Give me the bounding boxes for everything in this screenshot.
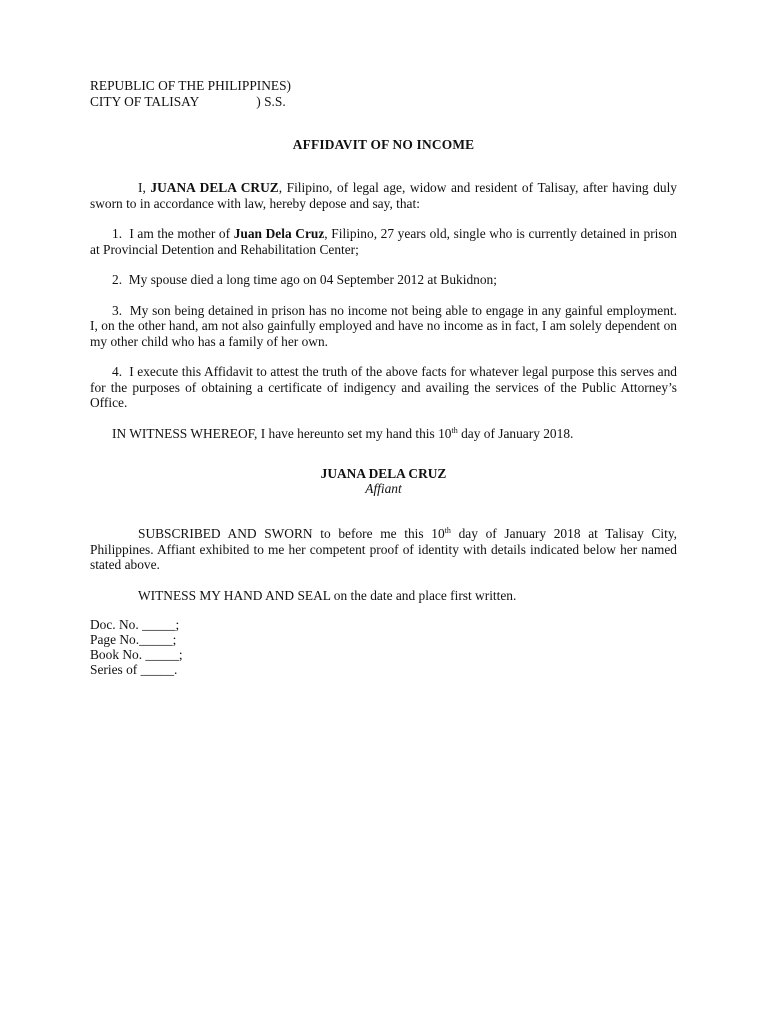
witness-suffix: day of January 2018. (457, 425, 574, 441)
venue-ss: ) S.S. (256, 94, 286, 109)
affiant-name: JUANA DELA CRUZ (150, 180, 279, 195)
series-of: Series of _____. (90, 662, 178, 677)
son-name: Juan Dela Cruz (233, 226, 325, 241)
page-no: Page No._____; (90, 632, 177, 647)
intro-paragraph (90, 180, 677, 211)
jurat-paragraph (90, 526, 677, 573)
signature-role: Affiant (365, 481, 402, 496)
signature-block (90, 466, 677, 496)
witness-sup: th (451, 425, 458, 435)
item-1-number: 1. (112, 226, 123, 241)
jurat-suffix: day of January 2018 at Talisay City, Philippines. Affiant exhibited to me her competent proof of identity with details indicated below her named stated above. (90, 526, 677, 572)
item-2-number: 2. (112, 272, 123, 287)
jurat-prefix: SUBSCRIBED AND SWORN to before me this 10 (138, 526, 445, 541)
intro-prefix: I, (138, 180, 151, 195)
item-2-text: My spouse died a long time ago on 04 September 2012 at Bukidnon; (128, 272, 497, 287)
notarial-register (90, 617, 677, 677)
witness-prefix: IN WITNESS WHEREOF, I have hereunto set my hand this 10 (112, 425, 452, 441)
item-4 (90, 364, 677, 411)
signature-name: JUANA DELA CRUZ (320, 466, 447, 481)
item-4-text: I execute this Affidavit to attest the truth of the above facts for whatever legal purpose this serves and for the purposes of obtaining a certificate of indigency and availing the services of the Public Attorney’s Office. (90, 364, 677, 410)
venue-caption (90, 78, 677, 110)
venue-republic: REPUBLIC OF THE PHILIPPINES) (90, 78, 292, 93)
witness-seal-paragraph: WITNESS MY HAND AND SEAL on the date and place first written. (138, 587, 517, 603)
intro-rest: , Filipino, of legal age, widow and resident of Talisay, after having duly sworn to in accordance with law, hereby depose and say, that: (90, 180, 677, 211)
doc-no: Doc. No. _____; (90, 617, 180, 632)
witness-whereof (90, 426, 677, 442)
venue-city: CITY OF TALISAY (90, 94, 200, 109)
venue-city-line (90, 94, 677, 110)
item-4-number: 4. (112, 364, 123, 379)
item-2 (90, 272, 677, 288)
item-3 (90, 303, 677, 350)
document-title: AFFIDAVIT OF NO INCOME (292, 137, 475, 152)
item-1-prefix: I am the mother of (129, 226, 234, 241)
jurat-sup: th (444, 526, 451, 535)
book-no: Book No. _____; (90, 647, 183, 662)
item-1-rest: , Filipino, 27 years old, single who is currently detained in prison at Provincial Detention and Rehabilitation Center; (90, 226, 677, 257)
item-3-number: 3. (112, 302, 123, 318)
affidavit-page (90, 78, 677, 677)
item-1 (90, 226, 677, 257)
item-3-text: My son being detained in prison has no income not being able to engage in any gainful employment. I, on the other hand, am not also gainfully employed and have no income as in fact, I am solely dependent on my other child who has a family of her own. (90, 302, 677, 349)
